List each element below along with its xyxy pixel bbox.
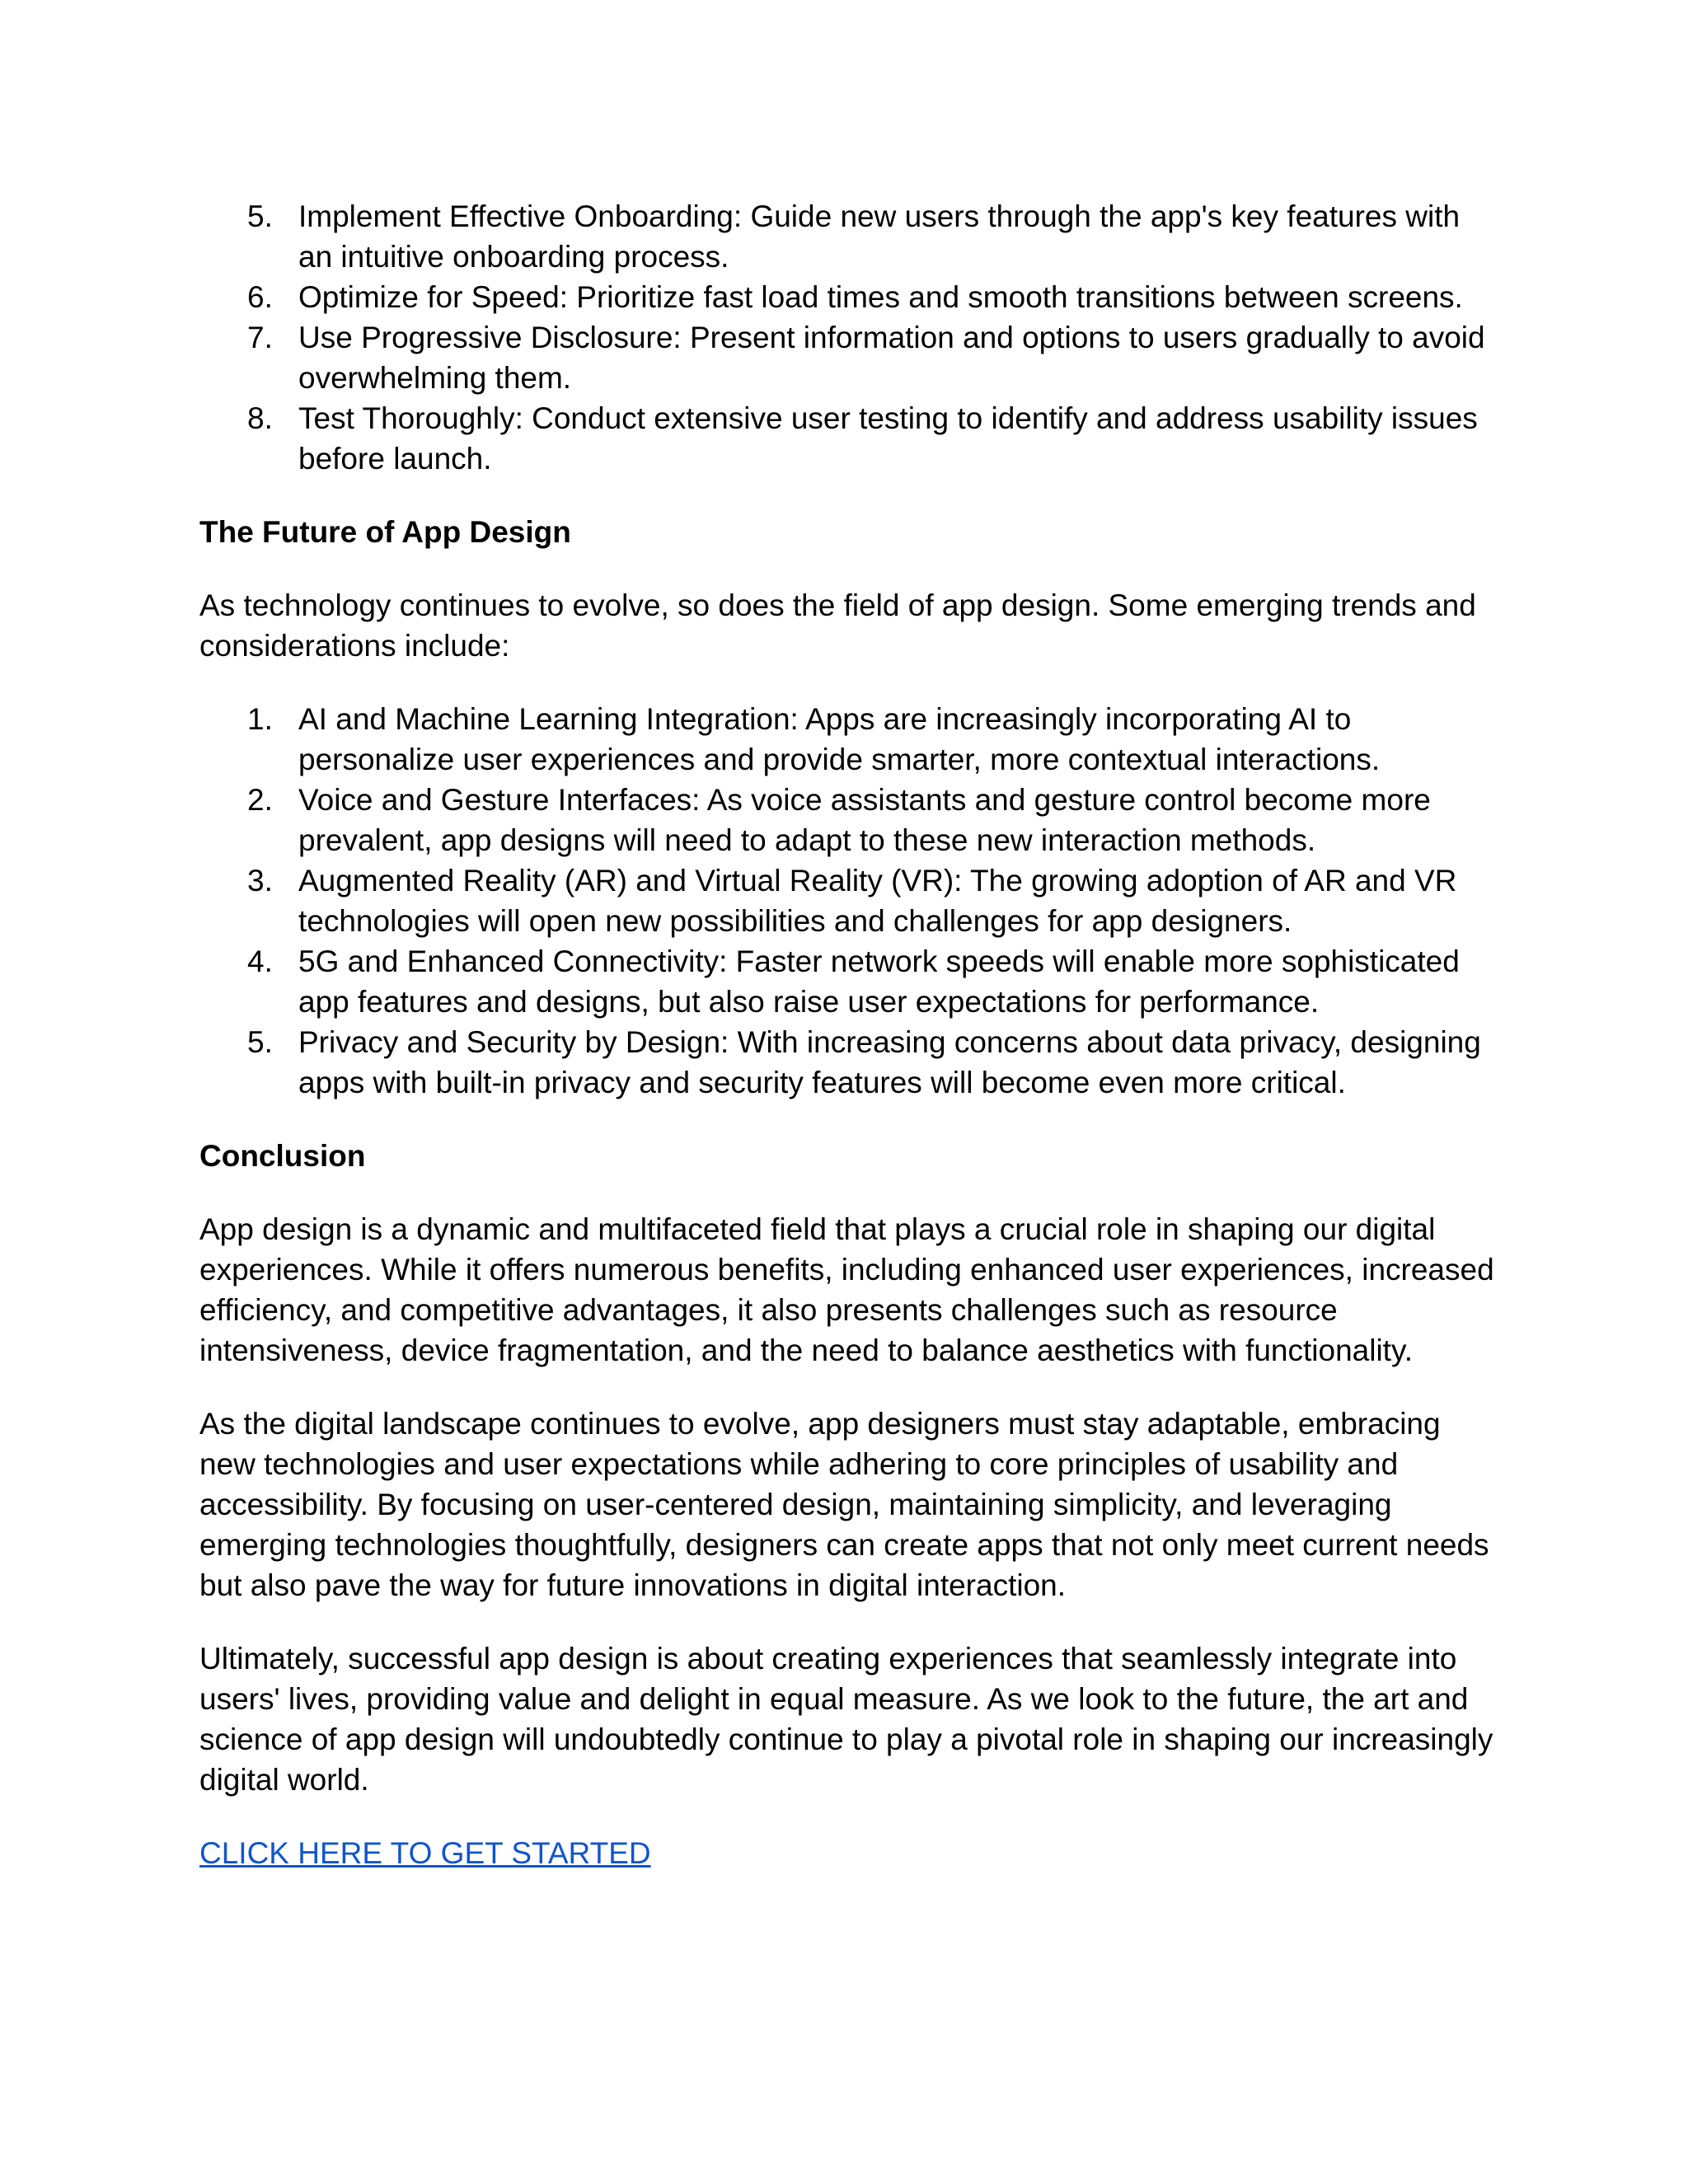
list-item-text: Augmented Reality (AR) and Virtual Reality (VR): The growing adoption of AR and VR technologies will open new possibilities and challenges for app designers. — [298, 864, 1457, 938]
best-practices-list — [199, 196, 1502, 479]
list-item — [199, 860, 1502, 941]
list-item-text: Privacy and Security by Design: With increasing concerns about data privacy, designing apps with built-in privacy and security features will become even more critical. — [298, 1025, 1481, 1099]
list-number: 6. — [247, 280, 273, 314]
future-trends-list — [199, 699, 1502, 1103]
list-item — [199, 196, 1502, 277]
list-item — [199, 398, 1502, 479]
conclusion-paragraph: Ultimately, successful app design is about creating experiences that seamlessly integrate into users' lives, providing value and delight in equal measure. As we look to the future, the art and science of app design will undoubtedly continue to play a pivotal role in shaping our increasingly digital world. — [199, 1642, 1493, 1797]
list-item — [199, 941, 1502, 1022]
list-number: 1. — [247, 702, 273, 736]
conclusion-paragraph: As the digital landscape continues to evolve, app designers must stay adaptable, embracing new technologies and user expectations while adhering to core principles of usability and accessibility. By focusing on user-centered design, maintaining simplicity, and leveraging emerging technologies thoughtfully, designers can create apps that not only meet current needs but also pave the way for future innovations in digital interaction. — [199, 1407, 1489, 1602]
list-item-text: AI and Machine Learning Integration: Apps are increasingly incorporating AI to personalize user experiences and provide smarter, more contextual interactions. — [298, 702, 1381, 776]
list-number: 5. — [247, 1025, 273, 1059]
list-number: 5. — [247, 199, 273, 233]
list-item-text: Voice and Gesture Interfaces: As voice assistants and gesture control become more prevalent, app designs will need to adapt to these new interaction methods. — [298, 783, 1431, 857]
list-number: 8. — [247, 401, 273, 435]
list-number: 3. — [247, 864, 273, 898]
list-item — [199, 277, 1502, 317]
list-item-text: Optimize for Speed: Prioritize fast load times and smooth transitions between screens. — [298, 280, 1463, 314]
future-intro-paragraph: As technology continues to evolve, so does the field of app design. Some emerging trends and considerations include: — [199, 588, 1476, 663]
list-number: 7. — [247, 321, 273, 354]
list-item — [199, 317, 1502, 398]
document-page — [199, 196, 1502, 1873]
list-item — [199, 699, 1502, 780]
list-item-text: Test Thoroughly: Conduct extensive user testing to identify and address usability issues before launch. — [298, 401, 1478, 476]
conclusion-paragraph: App design is a dynamic and multifaceted field that plays a crucial role in shaping our digital experiences. While it offers numerous benefits, including enhanced user experiences, increased efficiency, and competitive advantages, it also presents challenges such as resource intensiveness, device fragmentation, and the need to balance aesthetics with functionality. — [199, 1212, 1494, 1367]
section-heading-future: The Future of App Design — [199, 515, 571, 549]
list-item-text: Implement Effective Onboarding: Guide new users through the app's key features with an intuitive onboarding process. — [298, 199, 1461, 274]
list-item — [199, 1022, 1502, 1103]
list-number: 4. — [247, 944, 273, 978]
list-number: 2. — [247, 783, 273, 817]
list-item-text: 5G and Enhanced Connectivity: Faster network speeds will enable more sophisticated app features and designs, but also raise user expectations for performance. — [298, 944, 1460, 1019]
get-started-link[interactable]: CLICK HERE TO GET STARTED — [199, 1836, 651, 1870]
list-item — [199, 780, 1502, 860]
list-item-text: Use Progressive Disclosure: Present information and options to users gradually to avoid overwhelming them. — [298, 321, 1485, 395]
section-heading-conclusion: Conclusion — [199, 1139, 366, 1173]
